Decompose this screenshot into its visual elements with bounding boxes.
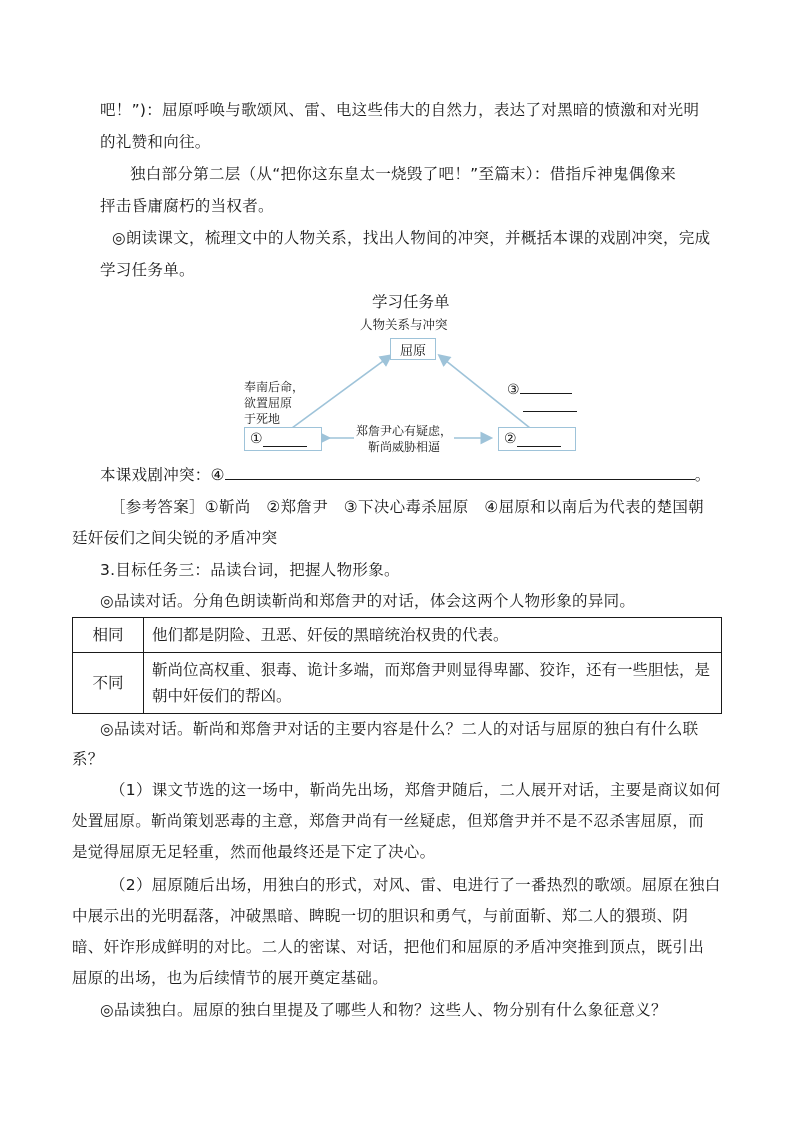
blank-3-line <box>520 379 572 394</box>
conflict-label: 本课戏剧冲突：④ <box>100 466 225 484</box>
left-note <box>244 379 304 427</box>
row-text-same: 他们都是阴险、丑恶、奸佞的黑暗统治权贵的代表。 <box>144 618 722 653</box>
a1-line-1: （1）课文节选的这一场中，靳尚先出场，郑詹尹随后，二人展开对话，主要是商议如何 <box>110 781 721 799</box>
conflict-end: 。 <box>694 466 711 484</box>
q2-line-2: 系？ <box>72 750 104 768</box>
blank-3-second-line <box>523 411 577 412</box>
table-row <box>73 618 722 653</box>
a1-line-3: 是觉得屈原无足轻重，然而他最终还是下定了决心。 <box>72 843 436 861</box>
row-head-diff: 不同 <box>73 653 144 714</box>
task-3: 3.目标任务三：品读台词，把握人物形象。 <box>100 561 400 579</box>
a2-line-3: 暗、奸诈形成鲜明的对比。二人的密谋、对话，把他们和屈原的矛盾冲突推到顶点，既引出 <box>72 938 705 956</box>
bottom-note-line-1: 郑詹尹心有疑虑， <box>356 424 453 438</box>
box-blank-2 <box>498 427 576 451</box>
left-note-line-1: 奉南后命， <box>244 380 305 394</box>
blank-1-label: ① <box>250 431 263 447</box>
a2-line-4: 屈原的出场，也为后续情节的展开奠定基础。 <box>72 969 389 987</box>
para-2-line-1: 独白部分第二层（从“把你这东皇太一烧毁了吧！”至篇末）：借指斥神鬼偶像来 <box>130 165 677 183</box>
a2-line-2: 中展示出的光明磊落，冲破黑暗、睥睨一切的胆识和勇气，与前面靳、郑二人的猥琐、阴 <box>72 907 689 925</box>
q2-line-1: ◎品读对话。靳尚和郑詹尹对话的主要内容是什么？二人的对话与屈原的独白有什么联 <box>100 720 699 738</box>
box-blank-1 <box>244 427 322 451</box>
arrow-left-to-top <box>292 356 390 428</box>
blank-2-line <box>517 432 561 447</box>
para-2-line-2: 抨击昏庸腐朽的当权者。 <box>100 197 274 215</box>
row-head-same: 相同 <box>73 618 144 653</box>
worksheet-title: 学习任务单 <box>372 293 450 311</box>
a2-line-1: （2）屈原随后出场，用独白的形式，对风、雷、电进行了一番热烈的歌颂。屈原在独白 <box>110 876 721 894</box>
blank-2-label: ② <box>504 431 517 447</box>
answer-line-1: ［参考答案］①靳尚 ②郑詹尹 ③下决心毒杀屈原 ④屈原和以南后为代表的楚国朝 <box>110 498 704 516</box>
box-quyuan: 屈原 <box>390 338 436 360</box>
relationship-diagram <box>230 310 590 460</box>
para-1-line-1: 吧！”)：屈原呼唤与歌颂风、雷、电这些伟大的自然力，表达了对黑暗的愤激和对光明 <box>100 101 700 119</box>
blank-3 <box>507 379 572 398</box>
row-text-diff: 靳尚位高权重、狠毒、诡计多端，而郑詹尹则显得卑鄙、狡诈，还有一些胆怯，是朝中奸佞们的帮凶。 <box>144 653 722 714</box>
q3-line: ◎品读独白。屈原的独白里提及了哪些人和物？这些人、物分别有什么象征意义？ <box>100 1001 667 1019</box>
blank-3-label: ③ <box>507 382 520 398</box>
bottom-note-line-2: 靳尚威胁相逼 <box>368 440 441 454</box>
answer-line-2: 廷奸佞们之间尖锐的矛盾冲突 <box>72 529 278 547</box>
conflict-blank <box>225 465 695 480</box>
para-3-line-2: 学习任务单。 <box>100 261 195 279</box>
left-note-line-2: 欲置屈原 <box>244 396 293 410</box>
left-note-line-3: 于死地 <box>244 412 281 426</box>
a1-line-2: 处置屈原。靳尚策划恶毒的主意，郑詹尹尚有一丝疑虑，但郑詹尹并不是不忍杀害屈原，而 <box>72 812 705 830</box>
conflict-line <box>100 465 711 485</box>
blank-1-line <box>263 432 307 447</box>
dialog-prompt: ◎品读对话。分角色朗读靳尚和郑詹尹的对话，体会这两个人物形象的异同。 <box>100 592 636 610</box>
para-3-line-1: ◎朗读课文，梳理文中的人物关系，找出人物间的冲突，并概括本课的戏剧冲突，完成 <box>112 229 711 247</box>
comparison-table <box>72 617 722 714</box>
bottom-note <box>354 423 454 455</box>
diagram-subtitle: 人物关系与冲突 <box>360 317 448 332</box>
para-1-line-2: 的礼赞和向往。 <box>100 133 211 151</box>
table-row <box>73 653 722 714</box>
